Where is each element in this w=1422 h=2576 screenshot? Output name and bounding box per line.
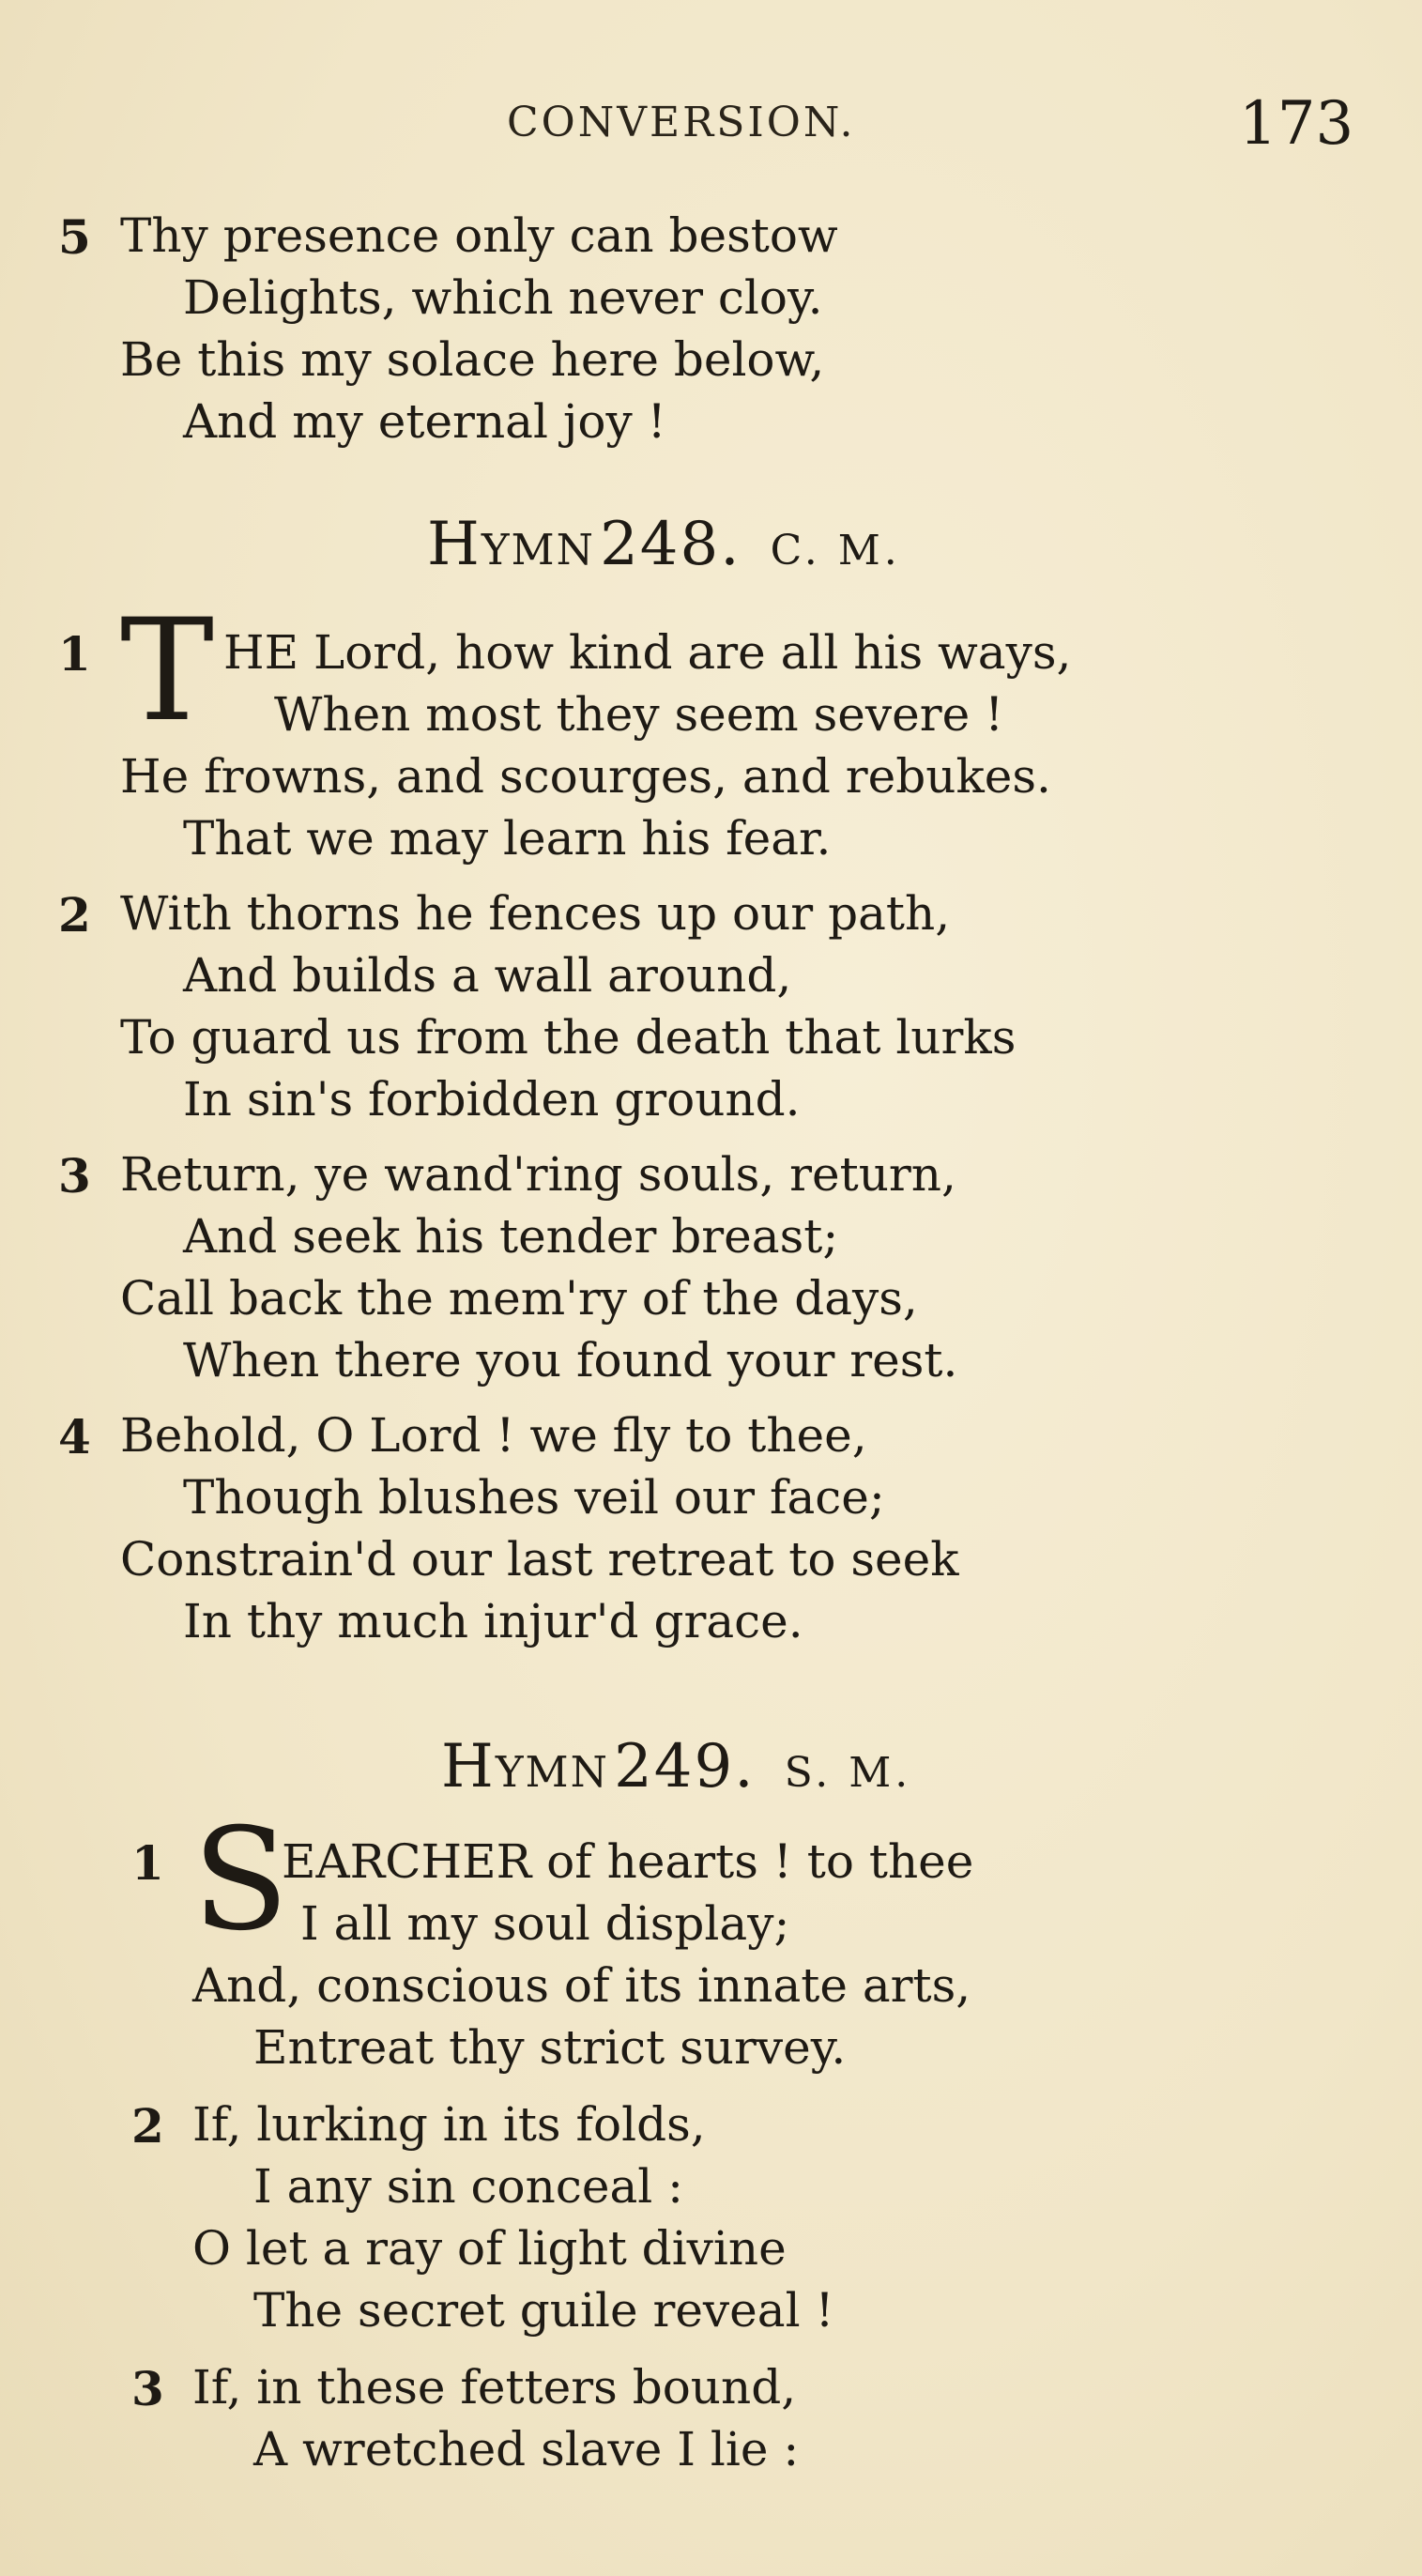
- verse-line: When there you found your rest.: [183, 1333, 958, 1388]
- verse-line: In sin's forbidden ground.: [183, 1072, 801, 1127]
- verse-line: Call back the mem'ry of the days,: [120, 1271, 918, 1326]
- drop-cap: S: [192, 1799, 289, 1962]
- verse-line: And builds a wall around,: [183, 948, 792, 1003]
- verse-line: Thy presence only can bestow: [120, 208, 838, 263]
- hymn-249-title: [441, 1732, 912, 1802]
- verse-line: A wretched slave I lie :: [253, 2422, 800, 2476]
- verse-line: That we may learn his fear.: [183, 811, 832, 866]
- stanza-number: 3: [58, 1148, 91, 1204]
- stanza-number: 1: [131, 1835, 164, 1891]
- hymn-label: Hymn: [441, 1732, 609, 1802]
- drop-cap: T: [120, 590, 215, 753]
- verse-line: In thy much injur'd grace.: [183, 1594, 803, 1648]
- hymn-number: 248.: [600, 510, 742, 579]
- verse-line: EARCHER of hearts ! to thee: [282, 1834, 974, 1889]
- stanza-number: 5: [58, 209, 91, 265]
- verse-line: And my eternal joy !: [183, 394, 666, 449]
- verse-line: Be this my solace here below,: [120, 332, 825, 387]
- verse-line: The secret guile reveal !: [253, 2283, 834, 2338]
- stanza-number: 1: [58, 626, 91, 682]
- verse-line: If, lurking in its folds,: [192, 2097, 706, 2152]
- running-title: CONVERSION.: [507, 99, 856, 146]
- verse-line: If, in these fetters bound,: [192, 2360, 797, 2415]
- verse-line: To guard us from the death that lurks: [120, 1010, 1017, 1065]
- hymn-number: 249.: [614, 1732, 756, 1802]
- verse-line: HE Lord, how kind are all his ways,: [223, 625, 1072, 680]
- verse-line: I all my soul display;: [300, 1896, 790, 1951]
- hymn-label: Hymn: [427, 510, 595, 579]
- verse-line: Return, ye wand'ring souls, return,: [120, 1147, 956, 1202]
- verse-line: Constrain'd our last retreat to seek: [120, 1532, 959, 1587]
- page-number: 173: [1239, 89, 1354, 159]
- hymn-248-title: [427, 510, 901, 579]
- verse-line: And, conscious of its innate arts,: [192, 1958, 971, 2013]
- verse-line: Though blushes veil our face;: [183, 1470, 885, 1525]
- verse-line: When most they seem severe !: [274, 687, 1004, 742]
- stanza-number: 3: [131, 2361, 164, 2416]
- stanza-number: 2: [58, 887, 91, 943]
- hymn-meter: C. M.: [770, 527, 901, 575]
- verse-line: I any sin conceal :: [253, 2159, 683, 2214]
- hymn-meter: S. M.: [784, 1749, 912, 1797]
- verse-line: And seek his tender breast;: [183, 1209, 839, 1264]
- stanza-number: 4: [58, 1409, 91, 1464]
- verse-line: Behold, O Lord ! we fly to thee,: [120, 1408, 867, 1463]
- verse-line: Delights, which never cloy.: [183, 270, 823, 325]
- page-header: [0, 89, 1422, 164]
- stanza-number: 2: [131, 2098, 164, 2154]
- verse-line: With thorns he fences up our path,: [120, 886, 951, 941]
- verse-line: Entreat thy strict survey.: [253, 2020, 847, 2075]
- verse-line: He frowns, and scourges, and rebukes.: [120, 749, 1051, 804]
- verse-line: O let a ray of light divine: [192, 2221, 787, 2276]
